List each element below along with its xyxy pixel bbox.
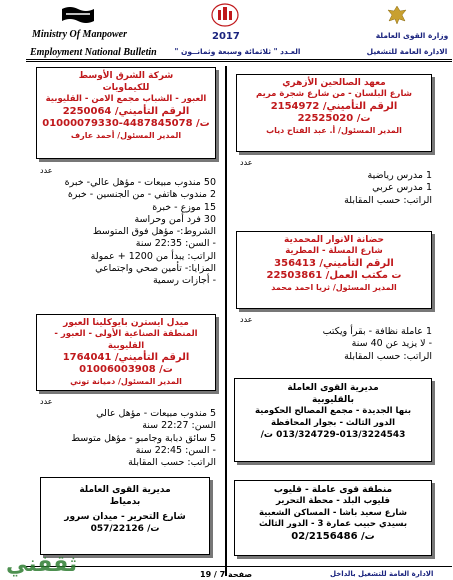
column-divider: [225, 66, 227, 576]
company-box-institute: [236, 74, 432, 152]
manager-name: المدير المسئول/ أ. عبد الفتاح دياب: [266, 125, 402, 135]
job-line: الراتب: يبدأ من 1200 + عمولة: [90, 250, 216, 262]
flag-logo: [60, 5, 96, 25]
company-address: العبور - الشباب مجمع الامن - القليوبية: [45, 94, 207, 104]
year: 2017: [212, 31, 240, 42]
company-address: شارع المسلة - المطرية: [285, 246, 383, 256]
job-line: 2 مندوب هاتفي - من الجنسين - خبرة: [67, 189, 216, 201]
phone-number: ت/ 4487845078-01000079330: [42, 117, 210, 129]
job-line: - أجازات رسمية: [152, 275, 216, 287]
job-list-chem: [36, 177, 216, 288]
job-line: 15 موزع - خبرة: [152, 201, 216, 213]
job-line: الراتب: حسب المقابلة: [344, 194, 432, 206]
office-name: مديرية القوى العاملة: [79, 485, 171, 495]
count-header: عدد: [40, 166, 53, 175]
ministry-en: Ministry Of Manpower: [32, 29, 128, 40]
office-address: بنها الجديدة - مجمع المصالح الحكومية: [254, 406, 412, 416]
watermark-logo: ثقفني: [6, 552, 78, 577]
job-line: الشروط:- مؤهل فوق المتوسط: [92, 226, 216, 238]
job-line: الراتب: حسب المقابلة: [128, 457, 216, 469]
insurance-number: الرقم التأميني/ 1764041: [62, 352, 190, 363]
office-phone: 013/324729-013/3224543 ت/: [260, 430, 406, 440]
company-address: المنطقة الصناعية الأولى - العبور - القليوبية: [54, 329, 198, 351]
company-box-chem: [36, 67, 216, 159]
phone-number: ت مكتب العمل/ 22503861: [266, 269, 402, 281]
office-name: مديرية القوى العاملة: [287, 383, 379, 393]
job-list-institute: [236, 170, 432, 207]
job-list-nursery: [236, 326, 432, 363]
office-box-damietta: [40, 477, 210, 555]
job-line: السن: 22:27 سنة: [142, 420, 216, 432]
office-phone: ت/ 057/22126: [90, 524, 160, 534]
office-box-qalyubia: [234, 378, 432, 462]
company-address: شارع البلسان - من شارع شجرة مريم: [255, 89, 413, 99]
job-list-epoxy: [36, 408, 216, 469]
manager-name: المدير المسئول/ ثريا احمد محمد: [271, 282, 397, 292]
job-line: 1 مدرس عربي: [372, 182, 432, 194]
header-divider-2: [26, 61, 452, 62]
ministry-ar: وزارة القوى العاملة: [375, 31, 449, 40]
company-name: ميدل ايسترن بايوكلينا العبور: [63, 318, 189, 328]
job-line: المزايا:- تأمين صحي واجتماعي: [95, 263, 216, 275]
company-name: معهد الصالحين الأزهري: [282, 78, 386, 88]
company-box-nursery: [236, 231, 432, 309]
job-line: 1 مدرس رياضية: [367, 170, 432, 181]
insurance-number: الرقم التأميني/ 2250064: [62, 105, 190, 117]
office-phone: ت/ 02/2156486: [291, 530, 375, 542]
page-number: صفحة 7 / 19: [200, 570, 253, 579]
footer-dept: الادارة العامة للتشغيل بالداخل: [330, 570, 434, 578]
bulletin-logo: [210, 2, 240, 28]
job-line: - السن: 22:35 سنة: [135, 238, 216, 250]
manager-name: المدير المسئول/ دميانة توني: [70, 377, 182, 386]
company-name-2: للكيماويات: [102, 83, 150, 93]
manager-name: المدير المسئول/ أحمد عارف: [70, 130, 182, 140]
company-name: حضانة الانوار المحمدية: [284, 235, 384, 245]
job-line: - لا يزيد عن 40 سنة: [351, 338, 432, 350]
count-header: عدد: [40, 397, 53, 406]
footer-divider: [26, 566, 452, 567]
phone-number: ت/ 22525020: [297, 112, 371, 124]
header-divider: [26, 59, 452, 60]
job-line: 30 فرد أمن وحراسة: [134, 213, 216, 225]
job-line: 1 عاملة نظافة - بقرأ ويكتب: [322, 326, 432, 337]
job-line: 50 مندوب مبيعات - مؤهل عالي- خبرة: [64, 177, 216, 188]
job-line: الراتب: حسب المقابلة: [344, 350, 432, 362]
office-floor: بسيدي حبيب عمارة 3 - الدور الثالث: [258, 519, 408, 529]
count-header: عدد: [240, 315, 253, 324]
office-city: بالقليوبية: [311, 395, 355, 405]
company-name: شركة الشرق الأوسط: [78, 71, 174, 81]
bulletin-en: Employment National Bulletin: [30, 47, 157, 58]
office-address: قليوب البلد - محطة التحرير: [276, 496, 390, 506]
insurance-number: الرقم التأميني/ 356413: [274, 257, 394, 269]
dept-ar: الادارة العامة للتشغيل: [366, 47, 448, 56]
job-line: - السن: 22:45 سنة: [135, 444, 216, 456]
phone-number: ت/ 01006003908: [79, 364, 173, 375]
office-name: منطقة قوى عاملة - قليوب: [273, 485, 393, 495]
issue-title: العـدد " ثلاثمائة وسبعة وثمانــون ": [174, 47, 301, 56]
office-street: شارع سعيد باشا - المساكن الشعبية: [259, 507, 407, 518]
office-floor: الدور الثالث - بجوار المحافظة: [270, 417, 396, 428]
office-city: بدمياط: [109, 497, 141, 507]
job-line: 5 مندوب مبيعات - مؤهل عالي: [96, 408, 216, 419]
company-box-epoxy: [36, 314, 216, 391]
count-header: عدد: [240, 158, 253, 167]
insurance-number: الرقم التأميني/ 2154972: [270, 100, 398, 112]
eagle-logo: [386, 4, 408, 26]
office-box-qalyoub: [234, 480, 432, 556]
job-line: 5 سائق دبابة وجامبو - مؤهل متوسط: [71, 432, 216, 444]
office-address: شارع التحرير - ميدان سرور: [64, 512, 186, 522]
